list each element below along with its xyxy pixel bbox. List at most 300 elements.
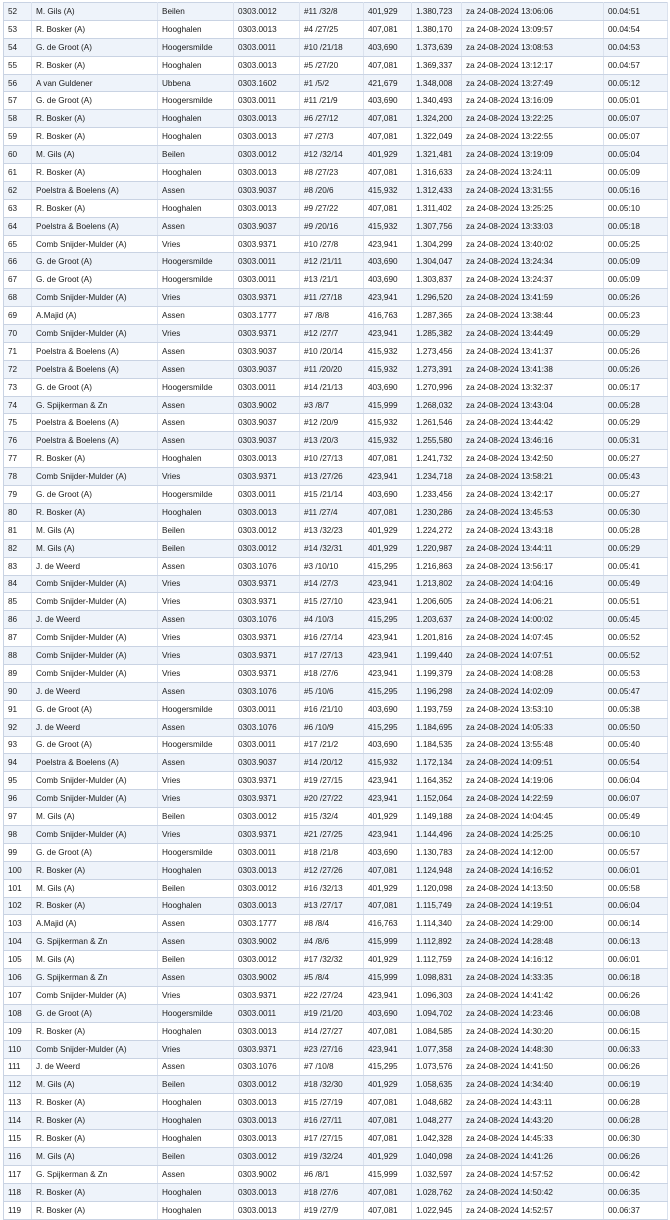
table-row: [4, 181, 668, 199]
duration-cell: 00.05:49: [604, 575, 668, 593]
rank-cell: 94: [4, 754, 32, 772]
distance-cell: 423,941: [364, 772, 412, 790]
rank-cell: 84: [4, 575, 32, 593]
code-cell: #22 /27/24: [300, 986, 364, 1004]
rank-cell: 116: [4, 1148, 32, 1166]
arrival-cell: za 24-08-2024 13:16:09: [462, 92, 604, 110]
arrival-cell: za 24-08-2024 14:23:46: [462, 1004, 604, 1022]
ring-cell: 0303.9371: [234, 664, 300, 682]
table-row: [4, 736, 668, 754]
distance-cell: 403,690: [364, 378, 412, 396]
name-cell: R. Bosker (A): [32, 56, 158, 74]
arrival-cell: za 24-08-2024 14:05:33: [462, 718, 604, 736]
ring-cell: 0303.9037: [234, 414, 300, 432]
place-cell: Hooghalen: [158, 1130, 234, 1148]
name-cell: R. Bosker (A): [32, 503, 158, 521]
arrival-cell: za 24-08-2024 13:12:17: [462, 56, 604, 74]
rank-cell: 111: [4, 1058, 32, 1076]
ring-cell: 0303.0013: [234, 1022, 300, 1040]
table-row: [4, 629, 668, 647]
place-cell: Hoogersmilde: [158, 38, 234, 56]
code-cell: #1 /5/2: [300, 74, 364, 92]
code-cell: #5 /8/4: [300, 969, 364, 987]
speed-cell: 1.273,456: [412, 342, 462, 360]
place-cell: Vries: [158, 825, 234, 843]
code-cell: #21 /27/25: [300, 825, 364, 843]
distance-cell: 415,932: [364, 217, 412, 235]
distance-cell: 423,941: [364, 1040, 412, 1058]
rank-cell: 101: [4, 879, 32, 897]
name-cell: R. Bosker (A): [32, 1183, 158, 1201]
distance-cell: 416,763: [364, 915, 412, 933]
code-cell: #9 /20/16: [300, 217, 364, 235]
duration-cell: 00.06:18: [604, 969, 668, 987]
arrival-cell: za 24-08-2024 14:19:51: [462, 897, 604, 915]
duration-cell: 00.06:04: [604, 772, 668, 790]
place-cell: Vries: [158, 1040, 234, 1058]
place-cell: Hoogersmilde: [158, 1004, 234, 1022]
distance-cell: 407,081: [364, 1183, 412, 1201]
duration-cell: 00.06:01: [604, 951, 668, 969]
code-cell: #11 /27/4: [300, 503, 364, 521]
table-row: [4, 861, 668, 879]
distance-cell: 415,999: [364, 969, 412, 987]
name-cell: Comb Snijder-Mulder (A): [32, 772, 158, 790]
name-cell: Poelstra & Boelens (A): [32, 360, 158, 378]
code-cell: #16 /27/14: [300, 629, 364, 647]
duration-cell: 00.05:57: [604, 843, 668, 861]
ring-cell: 0303.0013: [234, 199, 300, 217]
distance-cell: 423,941: [364, 986, 412, 1004]
place-cell: Hooghalen: [158, 128, 234, 146]
arrival-cell: za 24-08-2024 13:22:25: [462, 110, 604, 128]
duration-cell: 00.06:15: [604, 1022, 668, 1040]
table-row: [4, 521, 668, 539]
arrival-cell: za 24-08-2024 14:04:16: [462, 575, 604, 593]
table-row: [4, 1022, 668, 1040]
rank-cell: 108: [4, 1004, 32, 1022]
code-cell: #17 /27/15: [300, 1130, 364, 1148]
speed-cell: 1.199,379: [412, 664, 462, 682]
place-cell: Assen: [158, 557, 234, 575]
name-cell: J. de Weerd: [32, 611, 158, 629]
duration-cell: 00.05:26: [604, 342, 668, 360]
distance-cell: 415,295: [364, 682, 412, 700]
code-cell: #8 /8/4: [300, 915, 364, 933]
place-cell: Vries: [158, 575, 234, 593]
name-cell: R. Bosker (A): [32, 110, 158, 128]
speed-cell: 1.172,134: [412, 754, 462, 772]
rank-cell: 69: [4, 307, 32, 325]
ring-cell: 0303.1777: [234, 307, 300, 325]
duration-cell: 00.04:54: [604, 20, 668, 38]
name-cell: R. Bosker (A): [32, 1022, 158, 1040]
code-cell: #12 /27/26: [300, 861, 364, 879]
code-cell: #18 /21/8: [300, 843, 364, 861]
duration-cell: 00.05:51: [604, 593, 668, 611]
place-cell: Vries: [158, 772, 234, 790]
table-row: [4, 843, 668, 861]
ring-cell: 0303.9371: [234, 629, 300, 647]
name-cell: G. de Groot (A): [32, 1004, 158, 1022]
table-row: [4, 915, 668, 933]
distance-cell: 407,081: [364, 861, 412, 879]
ring-cell: 0303.0013: [234, 1130, 300, 1148]
code-cell: #13 /20/3: [300, 432, 364, 450]
code-cell: #18 /27/6: [300, 664, 364, 682]
rank-cell: 60: [4, 146, 32, 164]
speed-cell: 1.241,732: [412, 450, 462, 468]
table-row: [4, 1130, 668, 1148]
distance-cell: 423,941: [364, 235, 412, 253]
code-cell: #11 /20/20: [300, 360, 364, 378]
code-cell: #4 /10/3: [300, 611, 364, 629]
distance-cell: 403,690: [364, 1004, 412, 1022]
name-cell: Poelstra & Boelens (A): [32, 217, 158, 235]
duration-cell: 00.06:08: [604, 1004, 668, 1022]
rank-cell: 78: [4, 468, 32, 486]
rank-cell: 114: [4, 1112, 32, 1130]
ring-cell: 0303.0012: [234, 146, 300, 164]
table-row: [4, 217, 668, 235]
ring-cell: 0303.0013: [234, 1183, 300, 1201]
speed-cell: 1.224,272: [412, 521, 462, 539]
table-row: [4, 307, 668, 325]
rank-cell: 83: [4, 557, 32, 575]
speed-cell: 1.084,585: [412, 1022, 462, 1040]
arrival-cell: za 24-08-2024 13:44:42: [462, 414, 604, 432]
code-cell: #14 /21/13: [300, 378, 364, 396]
duration-cell: 00.05:07: [604, 110, 668, 128]
table-row: [4, 1165, 668, 1183]
arrival-cell: za 24-08-2024 13:41:38: [462, 360, 604, 378]
rank-cell: 61: [4, 164, 32, 182]
speed-cell: 1.042,328: [412, 1130, 462, 1148]
distance-cell: 416,763: [364, 307, 412, 325]
speed-cell: 1.077,358: [412, 1040, 462, 1058]
speed-cell: 1.193,759: [412, 700, 462, 718]
distance-cell: 423,941: [364, 325, 412, 343]
ring-cell: 0303.9002: [234, 1165, 300, 1183]
ring-cell: 0303.0012: [234, 539, 300, 557]
table-row: [4, 20, 668, 38]
rank-cell: 77: [4, 450, 32, 468]
distance-cell: 407,081: [364, 1112, 412, 1130]
duration-cell: 00.06:10: [604, 825, 668, 843]
name-cell: R. Bosker (A): [32, 1112, 158, 1130]
distance-cell: 415,295: [364, 718, 412, 736]
name-cell: Poelstra & Boelens (A): [32, 342, 158, 360]
arrival-cell: za 24-08-2024 13:41:59: [462, 289, 604, 307]
rank-cell: 68: [4, 289, 32, 307]
speed-cell: 1.311,402: [412, 199, 462, 217]
arrival-cell: za 24-08-2024 14:43:20: [462, 1112, 604, 1130]
speed-cell: 1.321,481: [412, 146, 462, 164]
name-cell: R. Bosker (A): [32, 199, 158, 217]
speed-cell: 1.096,303: [412, 986, 462, 1004]
duration-cell: 00.05:17: [604, 378, 668, 396]
name-cell: Comb Snijder-Mulder (A): [32, 629, 158, 647]
duration-cell: 00.05:54: [604, 754, 668, 772]
table-row: [4, 271, 668, 289]
ring-cell: 0303.1602: [234, 74, 300, 92]
place-cell: Hooghalen: [158, 1112, 234, 1130]
ring-cell: 0303.0013: [234, 128, 300, 146]
place-cell: Beilen: [158, 539, 234, 557]
table-row: [4, 700, 668, 718]
name-cell: Comb Snijder-Mulder (A): [32, 790, 158, 808]
place-cell: Beilen: [158, 1148, 234, 1166]
name-cell: G. de Groot (A): [32, 736, 158, 754]
distance-cell: 415,999: [364, 933, 412, 951]
arrival-cell: za 24-08-2024 14:06:21: [462, 593, 604, 611]
ring-cell: 0303.9002: [234, 933, 300, 951]
ring-cell: 0303.0011: [234, 92, 300, 110]
duration-cell: 00.05:58: [604, 879, 668, 897]
arrival-cell: za 24-08-2024 14:41:50: [462, 1058, 604, 1076]
rank-cell: 79: [4, 486, 32, 504]
rank-cell: 97: [4, 808, 32, 826]
duration-cell: 00.05:29: [604, 325, 668, 343]
distance-cell: 423,941: [364, 664, 412, 682]
speed-cell: 1.152,064: [412, 790, 462, 808]
distance-cell: 407,081: [364, 450, 412, 468]
duration-cell: 00.05:38: [604, 700, 668, 718]
rank-cell: 99: [4, 843, 32, 861]
rank-cell: 113: [4, 1094, 32, 1112]
ring-cell: 0303.0013: [234, 450, 300, 468]
arrival-cell: za 24-08-2024 13:42:17: [462, 486, 604, 504]
duration-cell: 00.06:04: [604, 897, 668, 915]
speed-cell: 1.380,723: [412, 3, 462, 21]
name-cell: Comb Snijder-Mulder (A): [32, 325, 158, 343]
place-cell: Assen: [158, 181, 234, 199]
name-cell: R. Bosker (A): [32, 164, 158, 182]
place-cell: Vries: [158, 986, 234, 1004]
distance-cell: 423,941: [364, 825, 412, 843]
code-cell: #11 /21/9: [300, 92, 364, 110]
speed-cell: 1.094,702: [412, 1004, 462, 1022]
duration-cell: 00.06:26: [604, 986, 668, 1004]
table-row: [4, 146, 668, 164]
name-cell: G. de Groot (A): [32, 378, 158, 396]
rank-cell: 67: [4, 271, 32, 289]
distance-cell: 415,932: [364, 342, 412, 360]
duration-cell: 00.05:09: [604, 271, 668, 289]
speed-cell: 1.120,098: [412, 879, 462, 897]
table-row: [4, 360, 668, 378]
table-row: [4, 825, 668, 843]
speed-cell: 1.028,762: [412, 1183, 462, 1201]
distance-cell: 423,941: [364, 593, 412, 611]
arrival-cell: za 24-08-2024 14:13:50: [462, 879, 604, 897]
rank-cell: 85: [4, 593, 32, 611]
name-cell: G. de Groot (A): [32, 253, 158, 271]
duration-cell: 00.05:26: [604, 360, 668, 378]
rank-cell: 81: [4, 521, 32, 539]
name-cell: R. Bosker (A): [32, 897, 158, 915]
duration-cell: 00.05:52: [604, 629, 668, 647]
distance-cell: 415,932: [364, 181, 412, 199]
arrival-cell: za 24-08-2024 13:32:37: [462, 378, 604, 396]
speed-cell: 1.022,945: [412, 1201, 462, 1219]
rank-cell: 100: [4, 861, 32, 879]
rank-cell: 104: [4, 933, 32, 951]
speed-cell: 1.233,456: [412, 486, 462, 504]
speed-cell: 1.032,597: [412, 1165, 462, 1183]
arrival-cell: za 24-08-2024 13:27:49: [462, 74, 604, 92]
code-cell: #19 /27/15: [300, 772, 364, 790]
table-row: [4, 1148, 668, 1166]
duration-cell: 00.05:28: [604, 521, 668, 539]
speed-cell: 1.296,520: [412, 289, 462, 307]
name-cell: R. Bosker (A): [32, 450, 158, 468]
table-row: [4, 1183, 668, 1201]
table-row: [4, 754, 668, 772]
place-cell: Beilen: [158, 1076, 234, 1094]
duration-cell: 00.05:16: [604, 181, 668, 199]
code-cell: #13 /32/23: [300, 521, 364, 539]
code-cell: #13 /21/1: [300, 271, 364, 289]
code-cell: #12 /21/11: [300, 253, 364, 271]
place-cell: Vries: [158, 235, 234, 253]
speed-cell: 1.316,633: [412, 164, 462, 182]
table-row: [4, 593, 668, 611]
code-cell: #9 /27/22: [300, 199, 364, 217]
place-cell: Hooghalen: [158, 56, 234, 74]
place-cell: Hooghalen: [158, 199, 234, 217]
arrival-cell: za 24-08-2024 14:12:00: [462, 843, 604, 861]
duration-cell: 00.05:47: [604, 682, 668, 700]
table-row: [4, 3, 668, 21]
distance-cell: 407,081: [364, 1094, 412, 1112]
rank-cell: 95: [4, 772, 32, 790]
arrival-cell: za 24-08-2024 14:04:45: [462, 808, 604, 826]
duration-cell: 00.05:10: [604, 199, 668, 217]
rank-cell: 57: [4, 92, 32, 110]
rank-cell: 88: [4, 647, 32, 665]
speed-cell: 1.369,337: [412, 56, 462, 74]
speed-cell: 1.303,837: [412, 271, 462, 289]
ring-cell: 0303.9002: [234, 969, 300, 987]
duration-cell: 00.05:27: [604, 450, 668, 468]
arrival-cell: za 24-08-2024 14:43:11: [462, 1094, 604, 1112]
code-cell: #11 /27/18: [300, 289, 364, 307]
place-cell: Assen: [158, 611, 234, 629]
name-cell: M. Gils (A): [32, 879, 158, 897]
rank-cell: 93: [4, 736, 32, 754]
speed-cell: 1.340,493: [412, 92, 462, 110]
ring-cell: 0303.0013: [234, 503, 300, 521]
ring-cell: 0303.0011: [234, 736, 300, 754]
code-cell: #15 /21/14: [300, 486, 364, 504]
arrival-cell: za 24-08-2024 13:22:55: [462, 128, 604, 146]
duration-cell: 00.05:40: [604, 736, 668, 754]
duration-cell: 00.06:35: [604, 1183, 668, 1201]
rank-cell: 82: [4, 539, 32, 557]
arrival-cell: za 24-08-2024 14:25:25: [462, 825, 604, 843]
table-row: [4, 468, 668, 486]
place-cell: Assen: [158, 969, 234, 987]
ring-cell: 0303.0012: [234, 879, 300, 897]
arrival-cell: za 24-08-2024 13:55:48: [462, 736, 604, 754]
ring-cell: 0303.0011: [234, 1004, 300, 1022]
name-cell: G. Spijkerman & Zn: [32, 933, 158, 951]
ring-cell: 0303.0012: [234, 521, 300, 539]
duration-cell: 00.05:26: [604, 289, 668, 307]
distance-cell: 403,690: [364, 736, 412, 754]
ring-cell: 0303.9371: [234, 235, 300, 253]
place-cell: Ubbena: [158, 74, 234, 92]
table-row: [4, 74, 668, 92]
table-row: [4, 951, 668, 969]
distance-cell: 423,941: [364, 647, 412, 665]
speed-cell: 1.098,831: [412, 969, 462, 987]
name-cell: M. Gils (A): [32, 539, 158, 557]
ring-cell: 0303.0013: [234, 1112, 300, 1130]
arrival-cell: za 24-08-2024 13:31:55: [462, 181, 604, 199]
place-cell: Assen: [158, 1165, 234, 1183]
arrival-cell: za 24-08-2024 13:43:04: [462, 396, 604, 414]
distance-cell: 407,081: [364, 110, 412, 128]
name-cell: Comb Snijder-Mulder (A): [32, 664, 158, 682]
name-cell: G. de Groot (A): [32, 271, 158, 289]
results-table-body: [4, 3, 668, 1220]
distance-cell: 407,081: [364, 1201, 412, 1219]
arrival-cell: za 24-08-2024 14:19:06: [462, 772, 604, 790]
rank-cell: 86: [4, 611, 32, 629]
ring-cell: 0303.9037: [234, 217, 300, 235]
duration-cell: 00.05:29: [604, 414, 668, 432]
name-cell: M. Gils (A): [32, 808, 158, 826]
ring-cell: 0303.0013: [234, 56, 300, 74]
ring-cell: 0303.0011: [234, 38, 300, 56]
place-cell: Beilen: [158, 521, 234, 539]
distance-cell: 407,081: [364, 503, 412, 521]
rank-cell: 70: [4, 325, 32, 343]
speed-cell: 1.058,635: [412, 1076, 462, 1094]
distance-cell: 415,932: [364, 754, 412, 772]
arrival-cell: za 24-08-2024 14:28:48: [462, 933, 604, 951]
place-cell: Hooghalen: [158, 1022, 234, 1040]
arrival-cell: za 24-08-2024 14:22:59: [462, 790, 604, 808]
arrival-cell: za 24-08-2024 14:34:40: [462, 1076, 604, 1094]
rank-cell: 56: [4, 74, 32, 92]
place-cell: Assen: [158, 217, 234, 235]
distance-cell: 403,690: [364, 271, 412, 289]
duration-cell: 00.04:53: [604, 38, 668, 56]
place-cell: Hoogersmilde: [158, 700, 234, 718]
name-cell: G. Spijkerman & Zn: [32, 969, 158, 987]
name-cell: M. Gils (A): [32, 1148, 158, 1166]
arrival-cell: za 24-08-2024 14:29:00: [462, 915, 604, 933]
arrival-cell: za 24-08-2024 13:43:18: [462, 521, 604, 539]
arrival-cell: za 24-08-2024 13:06:06: [462, 3, 604, 21]
place-cell: Assen: [158, 754, 234, 772]
name-cell: R. Bosker (A): [32, 1094, 158, 1112]
duration-cell: 00.06:28: [604, 1094, 668, 1112]
rank-cell: 98: [4, 825, 32, 843]
table-row: [4, 110, 668, 128]
table-row: [4, 1004, 668, 1022]
arrival-cell: za 24-08-2024 13:38:44: [462, 307, 604, 325]
name-cell: Comb Snijder-Mulder (A): [32, 593, 158, 611]
distance-cell: 403,690: [364, 486, 412, 504]
rank-cell: 107: [4, 986, 32, 1004]
rank-cell: 75: [4, 414, 32, 432]
table-row: [4, 1094, 668, 1112]
arrival-cell: za 24-08-2024 14:50:42: [462, 1183, 604, 1201]
